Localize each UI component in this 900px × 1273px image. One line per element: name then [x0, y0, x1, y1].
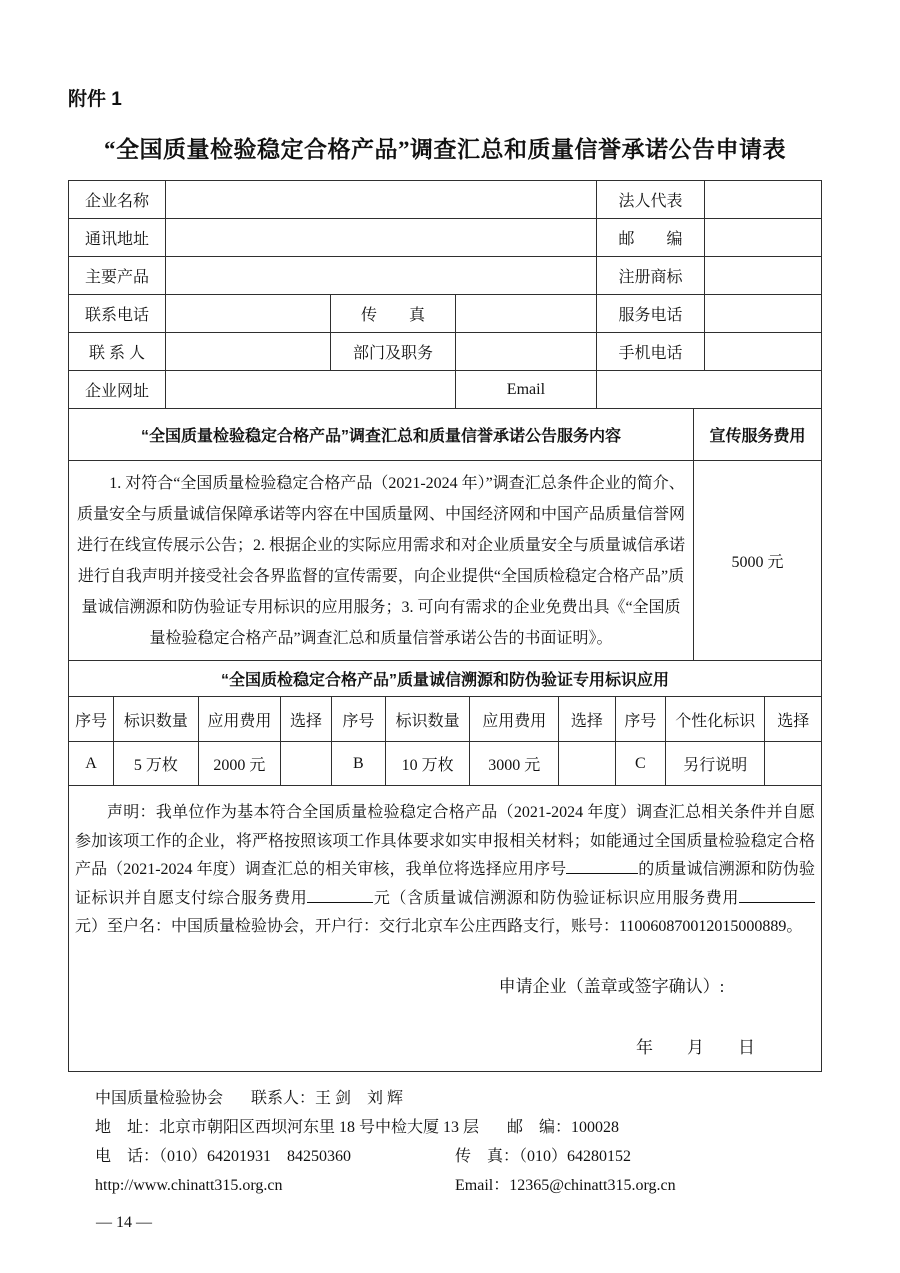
footer-website: http://www.chinatt315.org.cn — [95, 1177, 283, 1194]
website-value-cell — [166, 371, 456, 409]
footer-line-phone — [95, 1142, 822, 1171]
footer-phone: 电 话：（010）64201931 84250360 — [95, 1148, 352, 1165]
service-content-table — [68, 408, 822, 661]
company-name-value-cell — [166, 181, 597, 219]
phone-label: 联系电话 — [69, 295, 166, 333]
fax-value-cell — [456, 295, 597, 333]
option-b-fee: 3000 元 — [470, 742, 559, 786]
mobile-value-cell — [705, 333, 822, 371]
option-b-select-cell — [559, 742, 615, 786]
option-c-seq: C — [615, 742, 665, 786]
service-phone-value-cell — [705, 295, 822, 333]
fax-label: 传 真 — [331, 295, 456, 333]
option-b-qty: 10 万枚 — [385, 742, 469, 786]
service-content-text: 1. 对符合“全国质量检验稳定合格产品（2021-2024 年）”调查汇总条件企业的简介、质量安全与质量诚信保障承诺等内容在中国质量网、中国经济网和中国产品质量信誉网进行在线宣传展示公告；2. 根据企业的实际应用需求和对企业质量安全与质量诚信承诺进行自我声明并接受社会各界监督的宣传需要，向企业提供“全国质检稳定合格产品”质量诚信溯源和防伪验证专用标识的应用服务；3. 可向有需求的企业免费出具《“全国质量检验稳定合格产品”调查汇总和质量信誉承诺公告的书面证明》。 — [69, 461, 694, 661]
trademark-value-cell — [705, 257, 822, 295]
footer-address: 地 址：北京市朝阳区西坝河东里 18 号中检大厦 13 层 — [95, 1119, 480, 1136]
date-label: 年 月 日 — [636, 1037, 755, 1057]
option-a-fee: 2000 元 — [198, 742, 281, 786]
col-header-custom: 个性化标识 — [666, 697, 765, 742]
website-label: 企业网址 — [69, 371, 166, 409]
label-section-header: “全国质检稳定合格产品”质量诚信溯源和防伪验证专用标识应用 — [69, 661, 822, 697]
col-header-qty-a: 标识数量 — [114, 697, 198, 742]
col-header-fee-b: 应用费用 — [470, 697, 559, 742]
contact-value-cell — [166, 333, 331, 371]
contact-label: 联 系 人 — [69, 333, 166, 371]
service-content-header: “全国质量检验稳定合格产品”调查汇总和质量信誉承诺公告服务内容 — [69, 409, 694, 461]
phone-value-cell — [166, 295, 331, 333]
address-label: 通讯地址 — [69, 219, 166, 257]
label-application-table — [68, 660, 822, 786]
footer-line-address — [95, 1113, 822, 1142]
declaration-part2: 的质量诚信溯源和防伪验证标识并自愿支付综合服务费用 — [75, 861, 815, 907]
products-value-cell — [166, 257, 597, 295]
products-label: 主要产品 — [69, 257, 166, 295]
option-b-seq: B — [331, 742, 385, 786]
trademark-label: 注册商标 — [596, 257, 704, 295]
option-a-select-cell — [281, 742, 331, 786]
signature-label: 申请企业（盖章或签字确认）: — [498, 976, 725, 996]
declaration-part3: 元（含质量诚信溯源和防伪验证标识应用服务费用 — [373, 889, 739, 907]
declaration-table — [68, 785, 822, 1072]
col-header-seq-b: 序号 — [331, 697, 385, 742]
col-header-seq-a: 序号 — [69, 697, 114, 742]
col-header-select-a: 选择 — [281, 697, 331, 742]
footer-contacts: 联系人：王 剑 刘 辉 — [251, 1090, 404, 1107]
footer-postcode: 邮 编：100028 — [507, 1119, 620, 1136]
legal-rep-value-cell — [705, 181, 822, 219]
option-a-qty: 5 万枚 — [114, 742, 198, 786]
option-a-seq: A — [69, 742, 114, 786]
col-header-select-b: 选择 — [559, 697, 615, 742]
serial-blank-underline — [566, 860, 638, 874]
col-header-fee-a: 应用费用 — [198, 697, 281, 742]
label-fee-blank-underline — [739, 889, 815, 903]
option-c-custom: 另行说明 — [666, 742, 765, 786]
footer-line-org — [95, 1084, 822, 1113]
footer-email: Email：12365@chinatt315.org.cn — [455, 1177, 676, 1194]
dept-label: 部门及职务 — [331, 333, 456, 371]
service-phone-label: 服务电话 — [596, 295, 704, 333]
mobile-label: 手机电话 — [596, 333, 704, 371]
col-header-select-c: 选择 — [765, 697, 822, 742]
postcode-value-cell — [705, 219, 822, 257]
email-value-cell — [596, 371, 821, 409]
fee-header: 宣传服务费用 — [693, 409, 821, 461]
company-info-table — [68, 180, 822, 409]
postcode-label: 邮 编 — [596, 219, 704, 257]
declaration-cell — [69, 786, 822, 1072]
declaration-text — [75, 799, 815, 942]
option-c-select-cell — [765, 742, 822, 786]
email-label: Email — [456, 371, 597, 409]
page-title: “全国质量检验稳定合格产品”调查汇总和质量信誉承诺公告申请表 — [104, 137, 786, 162]
total-fee-blank-underline — [307, 889, 373, 903]
page-number: — 14 — — [96, 1214, 152, 1231]
declaration-part1: 声明：我单位作为基本符合全国质量检验稳定合格产品（2021-2024 年度）调查汇总相关条件并自愿参加该项工作的企业，将严格按照该项工作具体要求如实申报相关材料；如能通过全国质量检验稳定合格产品（2021-2024 年度）调查汇总的相关审核，我单位将选择应用序号 — [75, 804, 815, 879]
footer-line-web — [95, 1171, 822, 1200]
footer-contact-block — [95, 1084, 822, 1200]
company-name-label: 企业名称 — [69, 181, 166, 219]
col-header-seq-c: 序号 — [615, 697, 665, 742]
declaration-part4: 元）至户名：中国质量检验协会，开户行：交行北京车公庄西路支行，账号：110060870012015000889。 — [75, 918, 803, 936]
col-header-qty-b: 标识数量 — [385, 697, 469, 742]
legal-rep-label: 法人代表 — [596, 181, 704, 219]
attachment-label: 附件 1 — [68, 89, 122, 110]
footer-org-name: 中国质量检验协会 — [95, 1090, 224, 1107]
fee-value: 5000 元 — [693, 461, 821, 661]
footer-fax: 传 真：（010）64280152 — [455, 1148, 632, 1165]
address-value-cell — [166, 219, 597, 257]
dept-value-cell — [456, 333, 597, 371]
